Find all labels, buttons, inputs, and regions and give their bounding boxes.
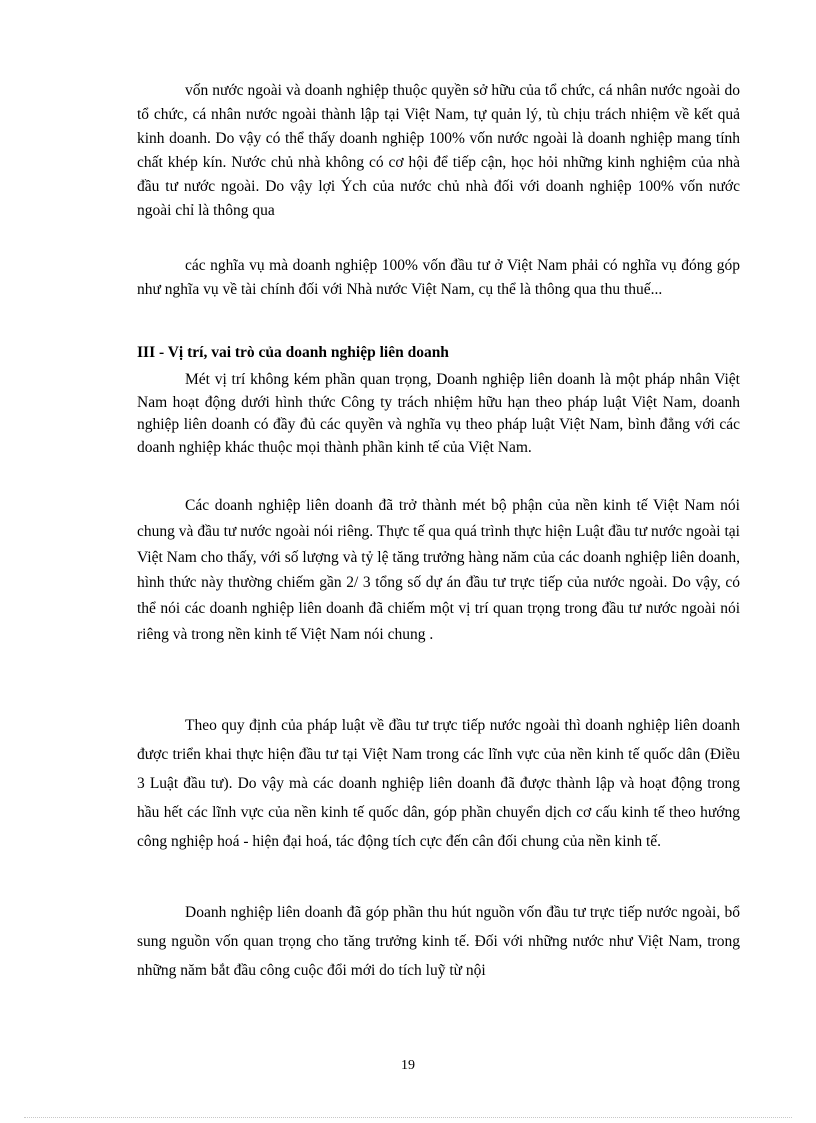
paragraph-foreign-owned-enterprise: vốn nước ngoài và doanh nghiệp thuộc quyền sở hữu của tổ chức, cá nhân nước ngoài do tổ chức, cá nhân nước ngoài thành lập tại Việt Nam, tự quản lý, tù chịu trách nhiệm về kết quả kinh doanh. Do vậy có thể thấy doanh nghiệp 100% vốn nước ngoài là doanh nghiệp mang tính chất khép kín. Nước chủ nhà không có cơ hội để tiếp cận, học hỏi những kinh nghiệm của nhà đầu tư nước ngoài. Do vậy lợi Ých của nước chủ nhà đối với doanh nghiệp 100% vốn nước ngoài chỉ là thông qua	[137, 82, 740, 219]
paragraph-joint-venture-position: Mét vị trí không kém phần quan trọng, Doanh nghiệp liên doanh là một pháp nhân Việt Nam hoạt động dưới hình thức Công ty trách nhiệm hữu hạn theo pháp luật Việt Nam, doanh nghiệp liên doanh có đầy đủ các quyền và nghĩa vụ theo pháp luật Việt Nam, bình đẳng với các doanh nghiệp khác thuộc mọi thành phần kinh tế của Việt Nam.	[137, 371, 740, 456]
paragraph-legal-scope: Theo quy định của pháp luật về đầu tư trực tiếp nước ngoài thì doanh nghiệp liên doanh được triển khai thực hiện đầu tư tại Việt Nam trong các lĩnh vực của nền kinh tế quốc dân (Điều 3 Luật đầu tư). Do vậy mà các doanh nghiệp liên doanh đã được thành lập và hoạt động trong hầu hết các lĩnh vực của nền kinh tế quốc dân, góp phần chuyển dịch cơ cấu kinh tế theo hướng công nghiệp hoá - hiện đại hoá, tác động tích cực đến cân đối chung của nền kinh tế.	[137, 717, 740, 850]
page-bottom-divider	[24, 1117, 792, 1118]
paragraph-tax-obligations: các nghĩa vụ mà doanh nghiệp 100% vốn đầu tư ở Việt Nam phải có nghĩa vụ đóng góp như nghĩa vụ về tài chính đối với Nhà nước Việt Nam, cụ thể là thông qua thu thuế...	[137, 257, 740, 298]
paragraph-joint-venture-share: Các doanh nghiệp liên doanh đã trở thành mét bộ phận của nền kinh tế Việt Nam nói chung và đầu tư nước ngoài nói riêng. Thực tế qua quá trình thực hiện Luật đầu tư nước ngoài tại Việt Nam cho thấy, với số lượng và tỷ lệ tăng trưởng hàng năm của các doanh nghiệp liên doanh, hình thức này thường chiếm gần 2/ 3 tổng số dự án đầu tư trực tiếp của nước ngoài. Do vậy, có thể nói các doanh nghiệp liên doanh đã chiếm một vị trí quan trọng trong đầu tư nước ngoài nói riêng và trong nền kinh tế Việt Nam nói chung .	[137, 497, 740, 643]
paragraph-capital-attraction: Doanh nghiệp liên doanh đã góp phần thu hút nguồn vốn đầu tư trực tiếp nước ngoài, bổ sung nguồn vốn quan trọng cho tăng trưởng kinh tế. Đối với những nước như Việt Nam, trong những năm bắt đầu công cuộc đổi mới do tích luỹ từ nội	[137, 904, 740, 979]
page-number: 19	[401, 1058, 415, 1073]
section-heading: III - Vị trí, vai trò của doanh nghiệp liên doanh	[137, 344, 449, 361]
